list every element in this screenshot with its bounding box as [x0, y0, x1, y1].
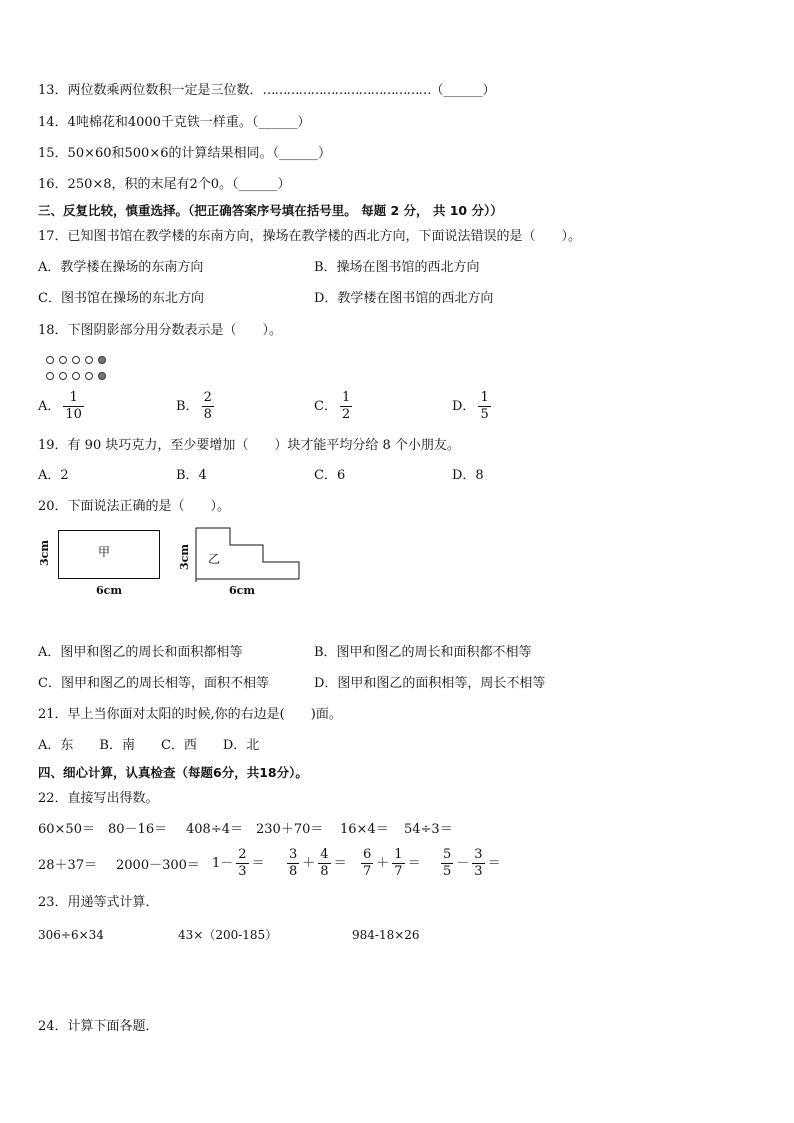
circle-empty	[85, 356, 93, 364]
section-4-title: 四、细心计算，认真检查（每题6分，共18分）。	[38, 765, 308, 780]
q22-fraction-eq: $\frac{5}{5}$ － $\frac{3}{3}$ ＝	[443, 847, 501, 879]
q17-option-b: B．操场在图书馆的西北方向	[314, 260, 480, 275]
q18-option-c: C． $\frac{1}{2}$	[314, 390, 351, 422]
circle-empty	[72, 356, 80, 364]
figure-yi-width-label: 6cm	[229, 584, 255, 597]
circle-empty	[46, 356, 54, 364]
question-13: 13．两位数乘两位数积一定是三位数．……………………………………（______）	[38, 83, 496, 98]
q20-option-d: D．图甲和图乙的面积相等，周长不相等	[314, 676, 546, 691]
circle-shaded	[98, 372, 106, 380]
circle-empty	[59, 356, 67, 364]
q21-options: A．东 B．南 C．西 D．北	[38, 738, 260, 753]
q23-item: 43×（200-185）	[178, 928, 278, 942]
figure-jia-width-label: 6cm	[96, 584, 122, 597]
question-14: 14．4吨棉花和4000千克铁一样重。（______）	[38, 115, 311, 130]
figure-jia-name: 甲	[98, 545, 111, 559]
q22-eq: 28＋37＝	[38, 858, 98, 873]
q19-option-a: A．2	[38, 468, 69, 483]
q20-option-a: A．图甲和图乙的周长和面积都相等	[38, 645, 243, 660]
q18-option-a: A． $\frac{1}{10}$	[38, 390, 82, 422]
question-17: 17．已知图书馆在教学楼的东南方向，操场在教学楼的西北方向，下面说法错误的是（ ）。	[38, 229, 582, 244]
question-22: 22．直接写出得数。	[38, 791, 159, 806]
circle-empty	[46, 372, 54, 380]
circle-shaded	[98, 356, 106, 364]
circle-empty	[72, 372, 80, 380]
q23-item: 984-18×26	[352, 928, 420, 942]
question-19: 19．有 90 块巧克力，至少要增加（ ）块才能平均分给 8 个小朋友。	[38, 438, 460, 453]
q22-eq: 408÷4＝	[186, 822, 243, 837]
q20-option-b: B．图甲和图乙的周长和面积都不相等	[314, 645, 532, 660]
section-3-title: 三、反复比较，慎重选择。（把正确答案序号填在括号里。 每题 2 分， 共 10 分））	[38, 203, 503, 218]
circle-empty	[85, 372, 93, 380]
q18-option-b: B． $\frac{2}{8}$	[176, 390, 212, 422]
question-23: 23．用递等式计算．	[38, 895, 159, 910]
q22-fraction-eq: 1－ $\frac{2}{3}$ ＝	[212, 847, 265, 879]
q22-eq: 2000－300＝	[116, 858, 200, 873]
question-20: 20．下面说法正确的是（ ）。	[38, 499, 231, 514]
q19-option-c: C．6	[314, 468, 346, 483]
q22-eq: 60×50＝	[38, 822, 95, 837]
q22-eq: 54÷3＝	[404, 822, 453, 837]
q22-fraction-eq: $\frac{3}{8}$ ＋ $\frac{4}{8}$ ＝	[289, 847, 347, 879]
figure-yi-name: 乙	[208, 552, 221, 566]
q22-eq: 230＋70＝	[256, 822, 324, 837]
question-15: 15．50×60和500×6的计算结果相同。（______）	[38, 146, 331, 161]
question-24: 24．计算下面各题．	[38, 1019, 159, 1034]
figure-jia-height-label: 3cm	[38, 540, 51, 566]
circle-empty	[59, 372, 67, 380]
q17-option-a: A．教学楼在操场的东南方向	[38, 260, 204, 275]
figure-yi-height-label: 3cm	[178, 544, 191, 570]
question-16: 16．250×8，积的末尾有2个0。（______）	[38, 177, 291, 192]
q17-option-c: C．图书馆在操场的东北方向	[38, 291, 204, 306]
q22-eq: 80－16＝	[108, 822, 168, 837]
q22-eq: 16×4＝	[340, 822, 389, 837]
q17-option-d: D．教学楼在图书馆的西北方向	[314, 291, 494, 306]
q18-option-d: D． $\frac{1}{5}$	[452, 390, 489, 422]
q20-option-c: C．图甲和图乙的周长相等，面积不相等	[38, 676, 269, 691]
q23-item: 306÷6×34	[38, 928, 104, 942]
q22-fraction-eq: $\frac{6}{7}$ ＋ $\frac{1}{7}$ ＝	[363, 847, 421, 879]
question-18: 18．下图阴影部分用分数表示是（ ）。	[38, 323, 283, 338]
q19-option-b: B．4	[176, 468, 207, 483]
question-21: 21．早上当你面对太阳的时候,你的右边是( )面。	[38, 707, 342, 722]
q19-option-d: D．8	[452, 468, 484, 483]
